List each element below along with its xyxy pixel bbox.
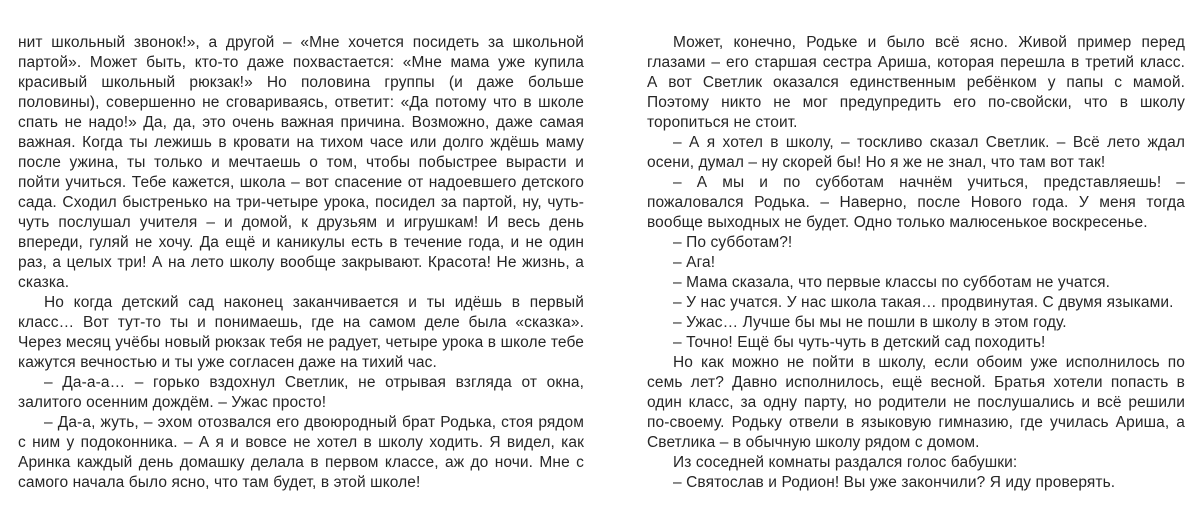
paragraph: – Ага! [673,254,716,271]
paragraph: – А я хотел в школу, – тоскливо сказал Светлик. – Всё лето ждал осени, думал – ну скорей бы! Но я же не знал, что там вот так! [647,134,1185,171]
paragraph: – Мама сказала, что первые классы по субботам не учатся. [673,274,1111,291]
paragraph: – У нас учатся. У нас школа такая… продвинутая. С двумя языками. [673,294,1174,311]
paragraph: Но когда детский сад наконец заканчивается и ты идёшь в первый класс… Вот тут-то ты и понимаешь, где на самом деле была «сказка». Через месяц учёбы новый рюкзак тебя не радует, четыре урока в школе тебе кажутся вечностью и ты уже согласен даже на тихий час. [18,294,584,371]
paragraph: – По субботам?! [673,234,793,251]
paragraph: Но как можно не пойти в школу, если обоим уже исполнилось по семь лет? Давно исполнилось, ещё весной. Братья хотели попасть в один класс, за одну парту, но родители не послушались и всё решили по-своему. Родьку отвели в языковую гимназию, где училась Ариша, а Светлика – в обычную школу рядом с домом. [647,354,1185,451]
paragraph: Из соседней комнаты раздался голос бабушки: [673,454,1018,471]
paragraph: – Святослав и Родион! Вы уже закончили? Я иду проверять. [673,474,1116,491]
right-page-text-column [647,33,1185,493]
paragraph: – Ужас… Лучше бы мы не пошли в школу в этом году. [673,314,1067,331]
paragraph: Может, конечно, Родьке и было всё ясно. Живой пример перед глазами – его старшая сестра Ариша, которая перешла в третий класс. А вот Светлик оказался единственным ребёнком у папы с мамой. Поэтому никто не мог предупредить его по-свойски, что в школу торопиться не стоит. [647,34,1185,131]
paragraph: – Да-а-а… – горько вздохнул Светлик, не отрывая взгляда от окна, залитого осенним дождём. – Ужас просто! [18,374,584,411]
paragraph: – Да-а, жуть, – эхом отозвался его двоюродный брат Родька, стоя рядом с ним у подоконника. – А я и вовсе не хотел в школу ходить. Я видел, как Аринка каждый день домашку делала в первом классе, аж до ночи. Мне с самого начала было ясно, что там будет, в этой школе! [18,414,584,491]
paragraph: нит школьный звонок!», а другой – «Мне хочется посидеть за школьной партой». Может быть, кто-то даже похвастается: «Мне мама уже купила красивый школьный рюкзак!» Но половина группы (и даже больше половины), совершенно не сговариваясь, ответит: «Да потому что в школе спать не надо!» Да, да, это очень важная причина. Возможно, даже самая важная. Когда ты лежишь в кровати на тихом часе или долго ждёшь маму после ужина, ты только и мечтаешь о том, чтобы побыстрее вырасти и пойти учиться. Тебе кажется, школа – вот спасение от надоевшего детского сада. Сходил быстренько на три-четыре урока, посидел за партой, ну, чуть-чуть послушал учителя – и домой, к друзьям и игрушкам! И весь день впереди, гуляй не хочу. Да ещё и каникулы есть в течение года, и не один раз, а целых три! А на лето школу вообще закрывают. Красота! Не жизнь, а сказка. [18,34,584,291]
left-page-text-column [18,33,584,493]
paragraph: – Точно! Ещё бы чуть-чуть в детский сад походить! [673,334,1046,351]
paragraph: – А мы и по субботам начнём учиться, представляешь! – пожаловался Родька. – Наверно, после Нового года. У меня тогда вообще выходных не будет. Одно только малюсенькое воскресенье. [647,174,1185,231]
